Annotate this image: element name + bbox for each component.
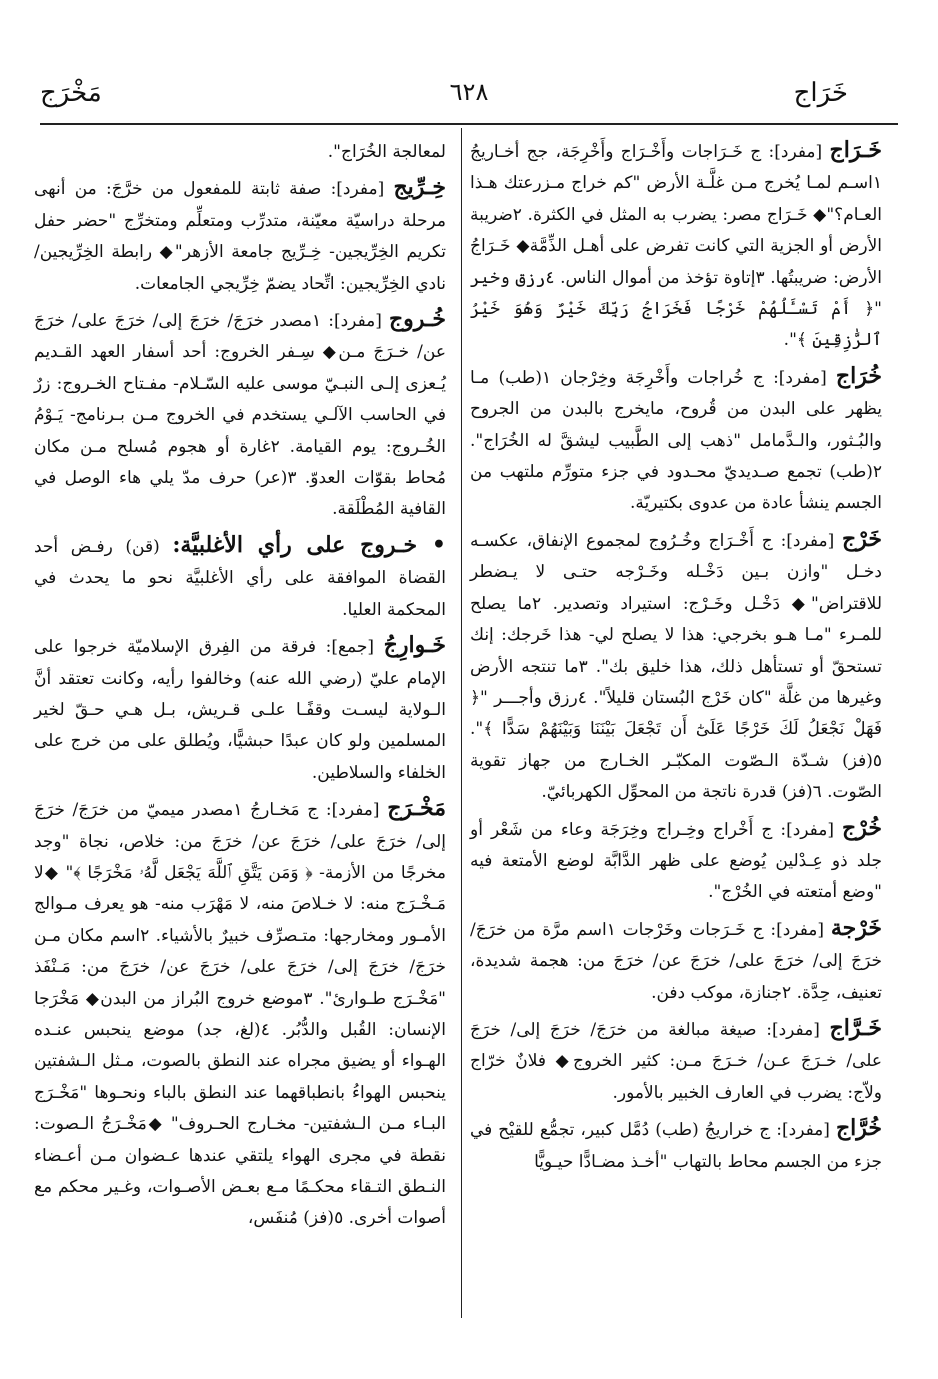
page-number: ٦٢٨: [449, 78, 489, 106]
entry-definition: (قن) رفـض أحد القضاة الموافقة على رأي الأغلبيَّة نحو ما يحدث في المحكمة العليا.: [34, 536, 446, 620]
entry-headword: خِـرِّيج: [393, 174, 446, 201]
entry-headword: خَرْجة: [830, 914, 882, 941]
column-divider: [461, 128, 462, 1318]
entry: [34, 304, 446, 526]
entry: [470, 813, 882, 909]
entry-headword: خُـروج: [388, 306, 446, 333]
entry-headword: خُرَّاج: [835, 1115, 882, 1142]
entry: [34, 793, 446, 1235]
header-guide-word-right: خَرَاج: [793, 78, 848, 108]
entry-definition: [مفرد]: ج أَخْراج وخِـراج وخِرَجَة وعاء من شَعْر أو جلد ذو عِـدْلين يُوضع على ظهر الدَّابَّة لوضع الأمتعة فيه "وضع أمتعته في الخُرْج".: [470, 819, 882, 903]
entry-headword: مَخْـرَج: [387, 795, 446, 822]
entry-definition: [مفرد]: صفة ثابتة للمفعول من خرَّجَ: من أنهى مرحلة دراسيّة معيّنة، متدرِّب ومتعلِّم ومتخرِّج "حضر حفل تكريم الخِرِّيجين- خِـرِّيج جامعة الأزهر"◆ رابطة الخِرِّيجين/ نادي الخِرِّيجين: اتِّحاد يضمّ خِرِّيجي الجامعات.: [34, 179, 446, 294]
entry-headword: خَـرَاج: [829, 137, 882, 163]
entry-definition: [مفرد]: ج خَـرَاجات وأَخْـرَاج وأَخْرِجَة، جج أخـاريجُ ١اسـم لمـا يُخرج مـن غلَّـة الأرض "كم خراج مـزرعتك هـذا العـام؟"◆ خَـرَاج مصر: يضرب به المثل في الكثرة. ٢ضريبة الأرض أو الجزية التي كانت تفرض على أهـل الذِّمَّة◆ خَـرَاجُ الأرض: ضريبتُها. ٣إتاوة تؤخذ من أموال الناس. ٤رزق وخير "﴿ أَمْ تَسْـَٔلُهُمْ خَرْجًا فَخَرَاجُ رَبِّكَ خَيْرٌ وَهُوَ خَيْرُ ٱلرَّٰزِقِينَ ﴾".: [470, 142, 882, 351]
right-column: [470, 135, 882, 1182]
entry-headword: خَرْج: [842, 525, 882, 552]
entry: [470, 913, 882, 1009]
entry-headword: خَـوارِجُ: [383, 632, 446, 659]
entry-definition: لمعالجة الخُرَاج".: [327, 142, 446, 162]
entry-definition: [مفرد]: ج خَـرَجات وخَرْجات ١اسم مرَّة من خرَجَ/ خرَجَ إلى/ خرَجَ على/ خرَجَ عن/ خرَجَ من: هجمة شديدة، تعنيف، حِدَّة. ٢جنازة، موكب دفن.: [470, 919, 882, 1003]
entry-definition: [جمع]: فرقة من الفِرق الإسلاميّة خرجوا على الإمام عليّ (رضي الله عنه) وخالفوا رأيه، وكانت تعتقد أنَّ الـولاية ليسـت وقفًـا علـى قـريش، بـل هـي حـقّ لخير المسلمين ولو كان عبدًا حبشيًّا، ويُطلق على من خرج على الخلفاء والسلاطين.: [34, 637, 446, 783]
entry-definition: [مفرد]: صيغة مبالغة من خرَجَ/ خرَجَ إلى/ خرَجَ على/ خـرَجَ عـن/ خـرَجَ مـن: كثير الخروج◆ فلانٌ خرّاج ولاّج: يضرب في العارف الخبير بالأمور.: [470, 1019, 882, 1103]
entry-definition: [مفرد]: ج خراريجُ (طب) دُمَّل كبير، تجمُّع للقيْح في جزء من الجسم محاط بالتهاب "أخـذ مضـادًّا حيـويًّا: [470, 1120, 882, 1172]
entry: [34, 172, 446, 300]
entry: [34, 530, 446, 626]
entry: [470, 524, 882, 809]
entry-definition: [مفرد]: ج مَخـارجُ ١مصدر ميميّ من خرَجَ/ خرَجَ إلى/ خرَجَ على/ خرَجَ عن/ خرَجَ من: خلاص، نجاة "وجد مخرجًا من الأزمة- ﴿ وَمَن يَتَّقِ ٱللَّهَ يَجْعَل لَّهُۥ مَخْرَجًا ﴾" ◆لا مَـخْـرَج منه: لا خـلاصَ منه، لا مَهْرَب منه- هو يعرف مـوالج الأمـور ومخارجها: متـصرِّف خبيرٌ بالأشياء. ٢اسم مكان مـن خرَجَ/ خرَجَ إلى/ خرَجَ على/ خرَجَ عن/ خرَجَ من: مَـنْفَذ "مَخْـرَج طـوارئ". ٣موضع خروج البُراز من البدن◆ مَخْرَجا الإنسان: القُبل والدُّبُر. ٤(لغ، جد) موضع ينحبس عنـده الهـواء أو يضيق مجراه عند النطق بالصوت، مـثل الـشفتين ينحبس الهواءُ بانطباقهما عند النطق بالباء ونحـوها "مَخْـرَج البـاء مـن الـشفتين- مخـارج الحـروف" ◆مَخْـرَجُ الـصوت: نقطة في مجرى الهواء يلتقي عندها عـضوان مـن أعـضاء النـطق التـقاء محكـمًا مـع بعـض الأصـوات، وغـير محكم مع أصوات أخرى. ٥(فز) مُنفَس،: [34, 800, 446, 1229]
entry: [470, 361, 882, 520]
entry-headword: خُرَاج: [835, 362, 882, 389]
header-guide-word-left: مَخْرَج: [40, 78, 102, 108]
left-column: [34, 135, 446, 1239]
header-rule: [40, 123, 898, 125]
entry: [470, 135, 882, 357]
entry: [34, 630, 446, 789]
entry: [470, 1113, 882, 1178]
entry: [34, 135, 446, 168]
entry: [470, 1013, 882, 1109]
entry-headword: خُرْج: [842, 814, 882, 841]
entry-definition: [مفرد]: ١مصدر خرَجَ/ خرَجَ إلى/ خرَجَ على/ خرَجَ عن/ خـرَجَ مـن◆ سِـفر الخروج: أحد أسفار العهد القـديم يُـعزى إلـى النبـيّ موسى عليه السّـلام- مفـتاح الخـروج: زرٌ في الحاسب الآلـي يستخدم في الخروج مـن بـرنامج- يَـوْمُ الخُـروج: يوم القيامة. ٢غارة أو هجوم مُسلح مـن مكان مُحاط بقوّات العدوّ. ٣(عر) حرف مدّ يلي هاء الوصل في القافية المُطْلَقة.: [34, 311, 446, 520]
entry-headword: خَـرَّاج: [829, 1014, 882, 1041]
entry-definition: [مفرد]: ج أَخْـرَاج وخُـرُوج لمجموع الإنفاق، عكسـه دخـل "وازن بـين دَخْـله وخَـرْجه حتـى لا يـضطر للاقتراض"◆ دَخْـل وخَـرْج: استيراد وتصدير. ٢ما يصلح للمـرء "مـا هـو بخرجي: هذا لا يصلح لي- هذا خَرجك: إنك تستحقّ أو تستأهل ذلك، هذا خليق بك". ٣ما تنتجه الأرض وغيرها من غلَّة "كان خَرْج البُستان قليلاً". ٤رزق وأجـــر "﴿ فَهَلْ نَجْعَلُ لَكَ خَرْجًا عَلَىٰٓ أَن تَجْعَلَ بَيْنَنَا وَبَيْنَهُمْ سَدًّا ﴾". ٥(فز) شـدّة الـصّوت المكبّـر الخـارج من جهاز تقوية الصّوت. ٦(فز) قدرة ناتجة من المحوِّل الكهربائيّ.: [470, 530, 882, 803]
entry-definition: [مفرد]: ج خُراجات وأَخْرِجَة وخِرْجان ١(طب) مـا يظهر على البدن من قُروح، مايخرج بالبدن من الجروح والبُـثور، والـدَّمامل "ذهب إلى الطَّبيب ليشقَّ له الخُرَاج". ٢(طب) تجمع صـديديّ محـدود في جزء متورِّم ملتهب من الجسم ينشأ عادة من عدوى بكتيريّة.: [470, 367, 882, 514]
entry-headword: • خـروج على رأي الأغلبيَّة:: [172, 531, 446, 558]
